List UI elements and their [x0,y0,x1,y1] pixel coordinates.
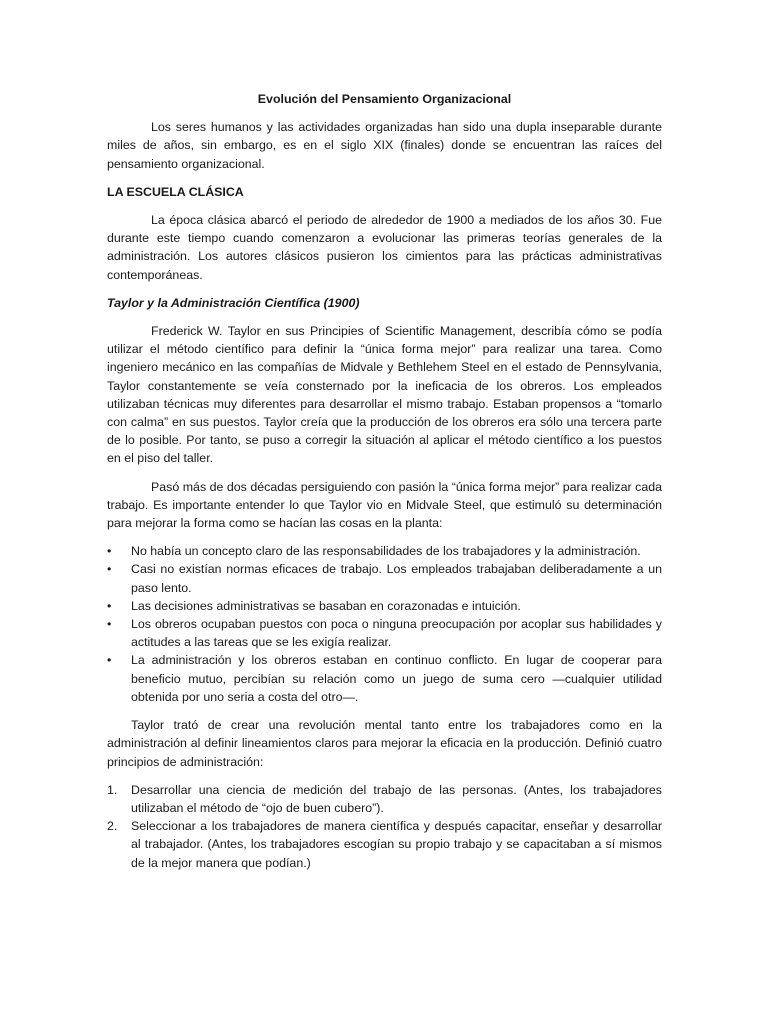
list-item-text: No había un concepto claro de las responsabilidades de los trabajadores y la administración. [131,544,641,559]
list-item-text: La administración y los obreros estaban en continuo conflicto. En lugar de cooperar para beneficio mutuo, percibían su relación como un juego de suma cero —cualquier utilidad obtenida por uno seria a costa del otro—. [131,653,662,704]
section-heading-escuela-clasica: LA ESCUELA CLÁSICA [107,184,244,199]
bullet-icon: • [107,544,112,559]
list-number: 2. [107,819,118,834]
list-item [107,817,662,872]
list-item [107,542,662,560]
bullet-icon: • [107,617,112,632]
intro-paragraph: Los seres humanos y las actividades organizadas han sido una dupla inseparable durante miles de años, sin embargo, es en el siglo XIX (finales) donde se encuentran las raíces del pensamiento organizacional. [107,120,662,171]
document-title: Evolución del Pensamiento Organizacional [257,92,512,106]
taylor-paragraph: Frederick W. Taylor en sus Principies of Scientific Management, describía cómo se podía utilizar el método científico para definir la “única forma mejor” para realizar una tarea. Como ingeniero mecánico en las compañías de Midvale y Bethlehem Steel en el estado de Pennsylvania, Taylor constantemente se veía consternado por la ineficacia de los obreros. Los empleados utilizaban técnicas muy diferentes para desarrollar el mismo trabajo. Estaban propensos a “tomarlo con calma” en sus puestos. Taylor creía que la producción de los obreros era sólo una tercera parte de lo posible. Por tanto, se puso a corregir la situación al aplicar el método científico a los puestos en el piso del taller. [107,324,662,466]
list-item [107,781,662,817]
decades-paragraph: Pasó más de dos décadas persiguiendo con pasión la “única forma mejor” para realizar cada trabajo. Es importante entender lo que Taylor vio en Midvale Steel, que estimuló su determinación para mejorar la forma como se hacían las cosas en la planta: [107,479,662,531]
problems-bullet-list [107,542,662,706]
list-item [107,560,662,596]
principles-numbered-list [107,781,662,872]
document-page [107,90,662,872]
bullet-icon: • [107,598,112,613]
list-item-text: Seleccionar a los trabajadores de manera científica y después capacitar, enseñar y desarrollar al trabajador. (Antes, los trabajadores escogían su propio trabajo y se capacitaban a sí mismos de la mejor manera que podían.) [131,819,662,870]
list-item [107,597,662,615]
list-item-text: Los obreros ocupaban puestos con poca o ninguna preocupación por acoplar sus habilidades y actitudes a las tareas que se les exigía realizar. [131,617,662,650]
list-item-text: Casi no existían normas eficaces de trabajo. Los empleados trabajaban deliberadamente a un paso lento. [131,562,662,595]
list-item-text: Desarrollar una ciencia de medición del trabajo de las personas. (Antes, los trabajadores utilizaban el método de “ojo de buen cubero”). [131,782,662,815]
list-number: 1. [107,782,118,797]
list-item-text: Las decisiones administrativas se basaban en corazonadas e intuición. [131,598,521,613]
bullet-icon: • [107,653,112,668]
section-paragraph: La época clásica abarcó el periodo de alrededor de 1900 a mediados de los años 30. Fue durante este tiempo cuando comenzaron a evolucionar las primeras teorías generales de la administración. Los autores clásicos pusieron los cimientos para las prácticas administrativas contemporáneas. [107,213,662,282]
subsection-heading-taylor: Taylor y la Administración Científica (1900) [107,295,360,310]
list-item [107,615,662,651]
list-item [107,651,662,706]
revolution-paragraph: Taylor trató de crear una revolución mental tanto entre los trabajadores como en la administración al definir lineamientos claros para mejorar la eficacia en la producción. Definió cuatro principios de administración: [107,718,662,769]
bullet-icon: • [107,562,112,577]
